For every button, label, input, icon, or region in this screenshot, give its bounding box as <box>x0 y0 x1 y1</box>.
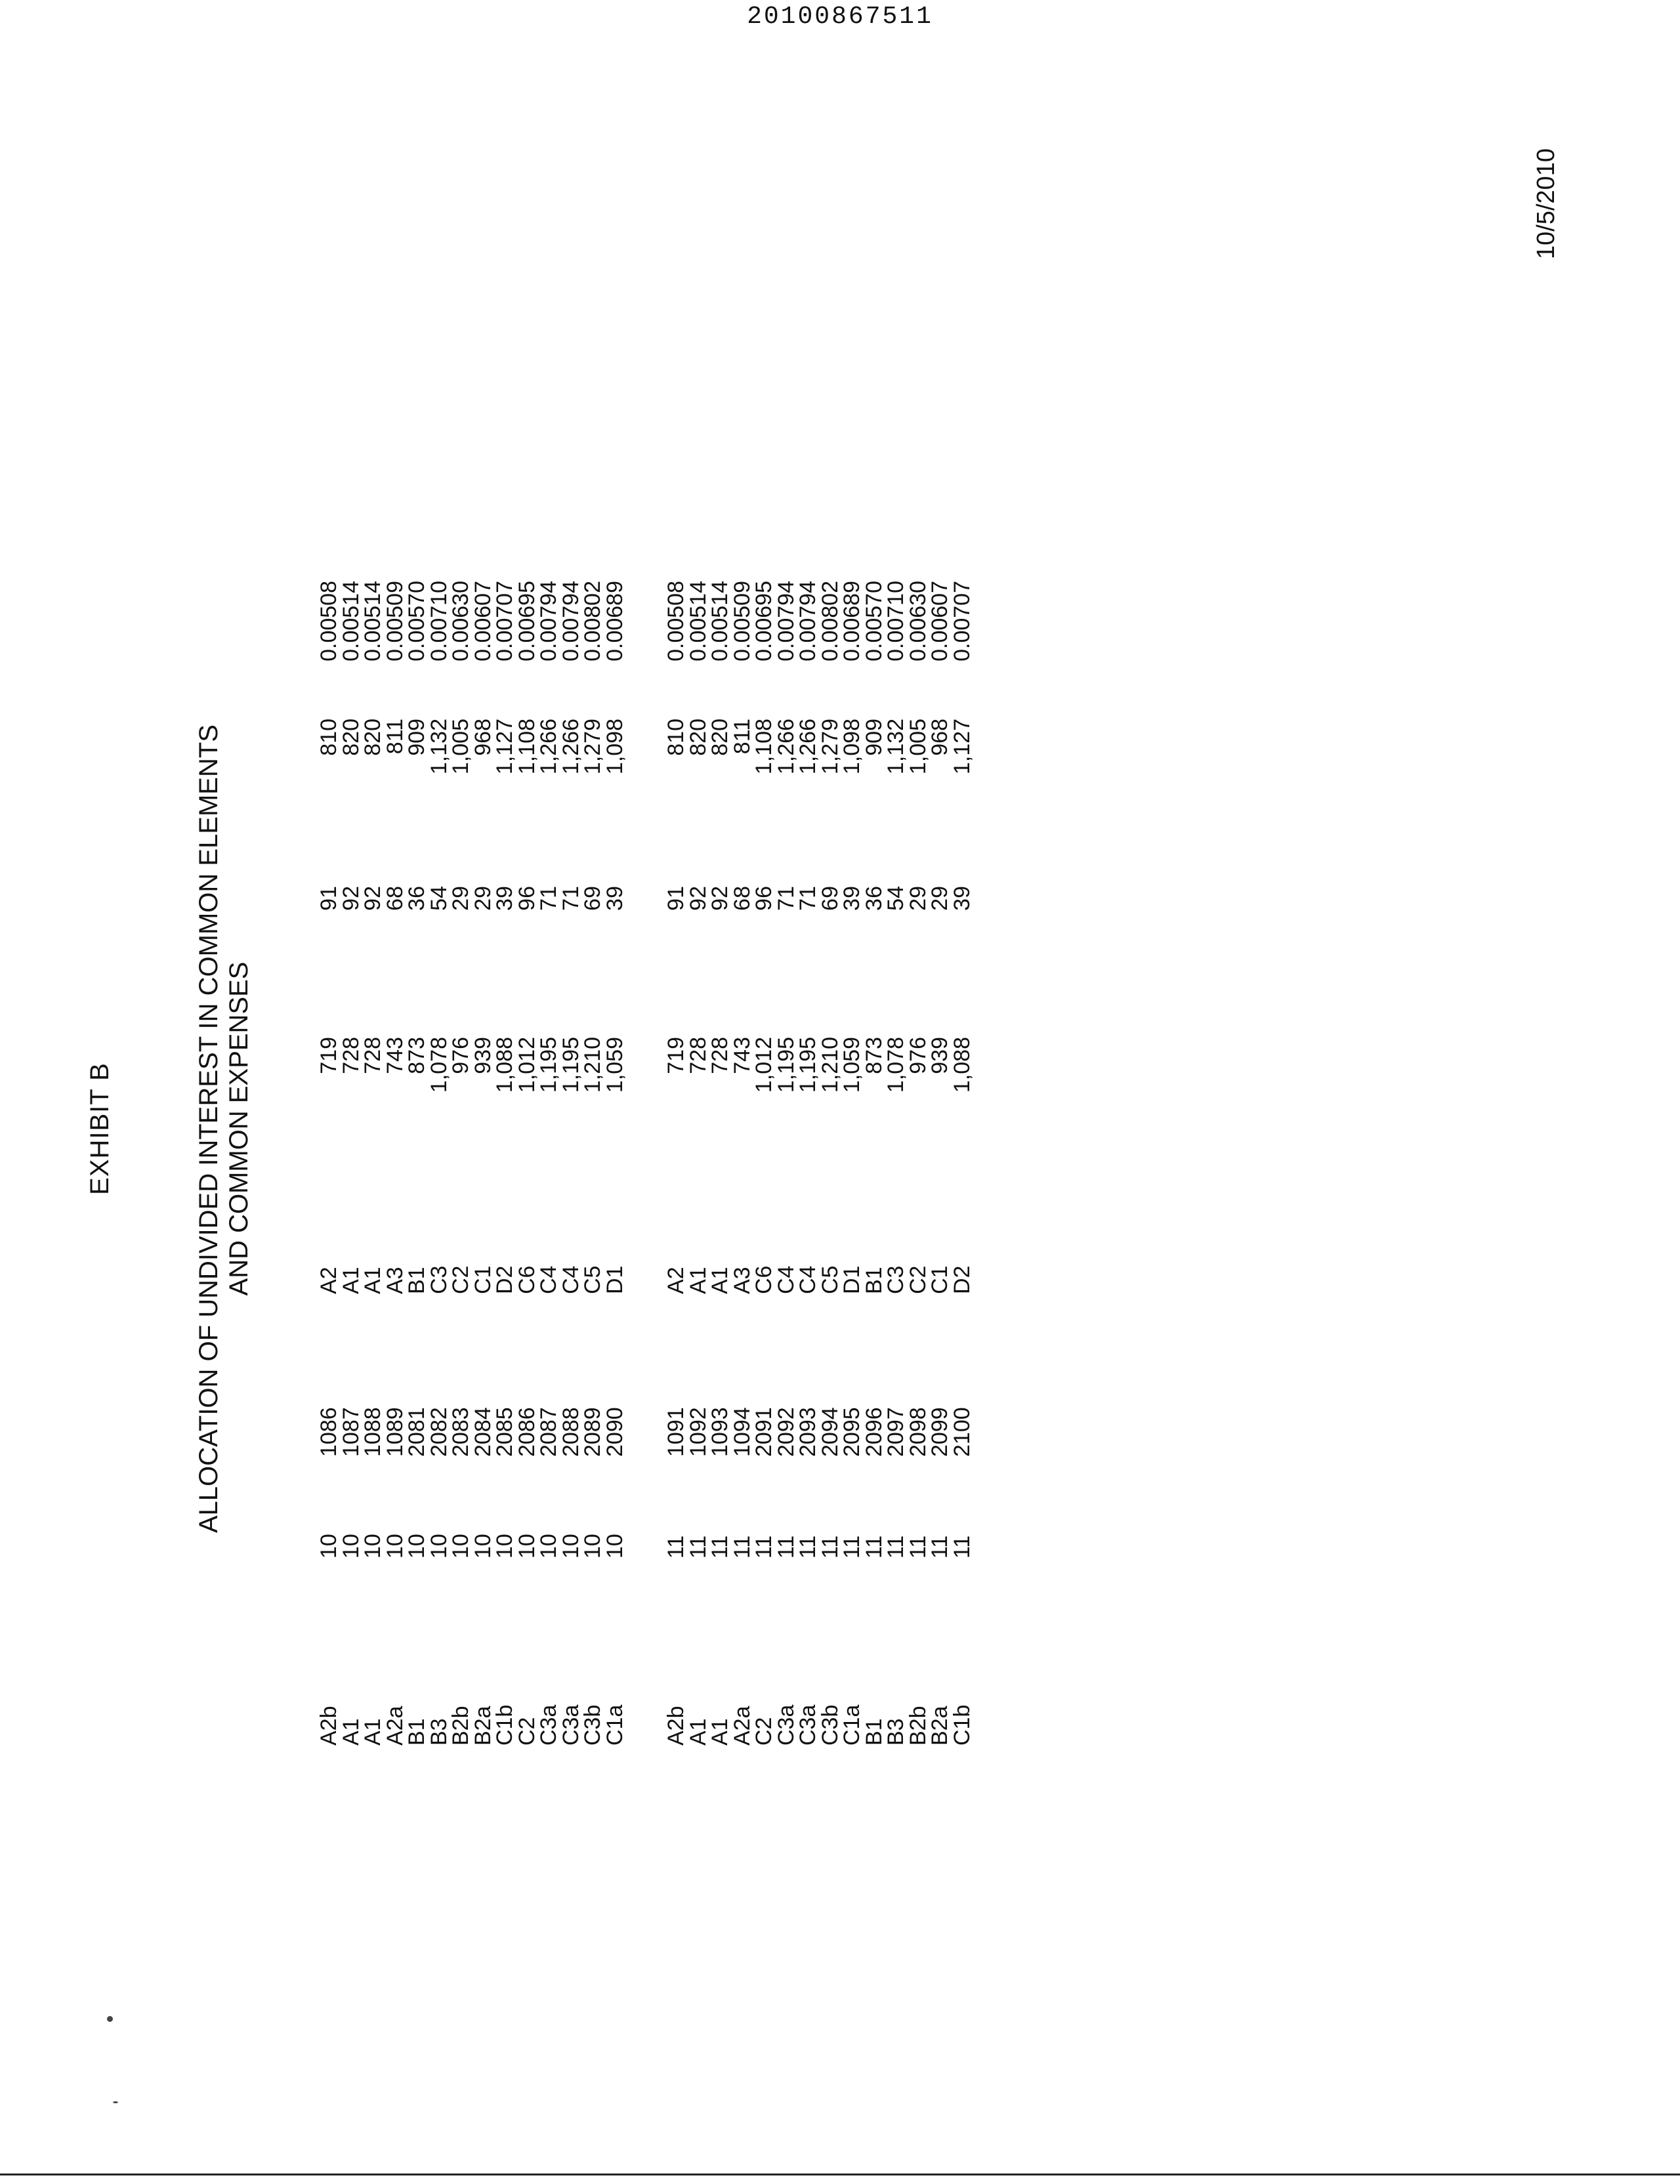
plan-cell: A2 <box>663 1267 688 1294</box>
exterior-area-cell: 39 <box>602 886 627 911</box>
floor-cell: 10 <box>536 1534 561 1559</box>
interior-area-cell: 1,195 <box>773 1037 799 1093</box>
total-area-cell: 1,005 <box>448 719 473 775</box>
floor-cell: 11 <box>949 1535 975 1559</box>
unit-type-cell: C2 <box>514 1717 539 1746</box>
table-row <box>538 512 560 1746</box>
plan-cell: C5 <box>580 1265 605 1294</box>
exterior-area-cell: 71 <box>558 886 583 911</box>
floor-cell: 10 <box>426 1534 452 1559</box>
unit-number-cell: 2085 <box>492 1407 517 1457</box>
bottom-rule <box>0 2174 1680 2175</box>
percentage-cell: 0.00509 <box>382 581 408 662</box>
unit-number-cell: 2090 <box>602 1407 627 1457</box>
total-area-cell: 1,266 <box>536 719 561 775</box>
plan-cell: A1 <box>338 1267 364 1294</box>
floor-cell: 11 <box>751 1535 776 1559</box>
floor-cell: 10 <box>602 1534 627 1559</box>
unit-type-cell: A2a <box>382 1706 408 1746</box>
total-area-cell: 909 <box>404 719 429 756</box>
unit-number-cell: 2098 <box>905 1407 931 1457</box>
percentage-cell: 0.00710 <box>883 581 908 662</box>
exterior-area-cell: 91 <box>316 886 341 911</box>
table-row <box>494 512 516 1746</box>
unit-number-cell: 2084 <box>470 1407 495 1457</box>
interior-area-cell: 873 <box>861 1037 887 1074</box>
interior-area-cell: 719 <box>316 1037 341 1074</box>
unit-number-cell: 1094 <box>729 1407 755 1457</box>
table-row <box>362 512 385 1746</box>
unit-type-cell: A2a <box>729 1706 755 1746</box>
percentage-cell: 0.00695 <box>751 581 776 662</box>
unit-number-cell: 2082 <box>426 1407 452 1457</box>
plan-cell: C3 <box>883 1265 908 1294</box>
exterior-area-cell: 71 <box>795 886 820 911</box>
unit-number-cell: 2095 <box>839 1407 864 1457</box>
unit-type-cell: C3a <box>795 1704 820 1746</box>
interior-area-cell: 1,059 <box>602 1037 627 1093</box>
unit-type-cell: B1 <box>861 1718 887 1746</box>
percentage-cell: 0.00707 <box>492 581 517 662</box>
percentage-cell: 0.00514 <box>707 581 732 662</box>
exterior-area-cell: 71 <box>536 886 561 911</box>
table-row <box>516 512 539 1746</box>
total-area-cell: 1,127 <box>492 719 517 775</box>
interior-area-cell: 728 <box>338 1037 364 1074</box>
plan-cell: D2 <box>492 1265 517 1294</box>
exterior-area-cell: 92 <box>338 886 364 911</box>
total-area-cell: 1,279 <box>580 719 605 775</box>
exterior-area-cell: 36 <box>404 886 429 911</box>
percentage-cell: 0.00794 <box>795 581 820 662</box>
percentage-cell: 0.00794 <box>558 581 583 662</box>
exterior-area-cell: 68 <box>382 886 408 911</box>
interior-area-cell: 743 <box>382 1037 408 1074</box>
table-row <box>729 512 755 1746</box>
document-number: 20100867511 <box>747 3 933 31</box>
unit-type-cell: B2b <box>448 1706 473 1746</box>
total-area-cell: 820 <box>707 719 732 756</box>
floor-cell: 10 <box>338 1534 364 1559</box>
plan-cell: A3 <box>382 1267 408 1294</box>
allocation-title <box>194 512 254 1746</box>
exterior-area-cell: 96 <box>751 886 776 911</box>
table-row <box>472 512 495 1746</box>
total-area-cell: 1,132 <box>883 719 908 775</box>
floor-cell: 10 <box>382 1534 408 1559</box>
unit-type-cell: C1a <box>602 1704 627 1746</box>
table-row <box>841 512 864 1746</box>
interior-area-cell: 1,088 <box>492 1037 517 1093</box>
unit-type-cell: C1b <box>949 1704 975 1746</box>
unit-type-cell: A2b <box>663 1706 688 1746</box>
table-row <box>773 512 799 1746</box>
unit-type-cell: A1 <box>707 1718 732 1746</box>
total-area-cell: 968 <box>927 719 952 756</box>
table-row <box>885 512 908 1746</box>
total-area-cell: 1,108 <box>751 719 776 775</box>
exhibit-title: EXHIBIT B <box>85 1062 114 1195</box>
unit-type-cell: C3a <box>558 1704 583 1746</box>
exterior-area-cell: 54 <box>883 886 908 911</box>
exterior-area-cell: 29 <box>470 886 495 911</box>
percentage-cell: 0.00607 <box>470 581 495 662</box>
allocation-title-line1: ALLOCATION OF UNDIVIDED INTEREST IN COMMON ELEMENTS <box>194 724 223 1533</box>
exterior-area-cell: 91 <box>663 886 688 911</box>
table-group <box>318 512 626 1746</box>
floor-cell: 11 <box>685 1535 711 1559</box>
interior-area-cell: 728 <box>685 1037 711 1074</box>
percentage-cell: 0.00508 <box>663 581 688 662</box>
plan-cell: D2 <box>949 1265 975 1294</box>
interior-area-cell: 976 <box>448 1037 473 1074</box>
unit-type-cell: C2 <box>751 1717 776 1746</box>
percentage-cell: 0.00630 <box>905 581 931 662</box>
unit-type-cell: B3 <box>883 1718 908 1746</box>
interior-area-cell: 719 <box>663 1037 688 1074</box>
total-area-cell: 909 <box>861 719 887 756</box>
exterior-area-cell: 54 <box>426 886 452 911</box>
interior-area-cell: 1,059 <box>839 1037 864 1093</box>
unit-number-cell: 1089 <box>382 1407 408 1457</box>
plan-cell: C5 <box>817 1265 843 1294</box>
interior-area-cell: 728 <box>707 1037 732 1074</box>
table-row <box>560 512 583 1746</box>
interior-area-cell: 873 <box>404 1037 429 1074</box>
total-area-cell: 811 <box>729 719 755 755</box>
table-row <box>318 512 341 1746</box>
interior-area-cell: 939 <box>927 1037 952 1074</box>
plan-cell: B1 <box>404 1267 429 1294</box>
unit-number-cell: 2096 <box>861 1407 887 1457</box>
unit-number-cell: 2088 <box>558 1407 583 1457</box>
percentage-cell: 0.00514 <box>685 581 711 662</box>
percentage-cell: 0.00508 <box>316 581 341 662</box>
total-area-cell: 1,108 <box>514 719 539 775</box>
exterior-area-cell: 29 <box>448 886 473 911</box>
floor-cell: 11 <box>729 1535 755 1559</box>
percentage-cell: 0.00794 <box>536 581 561 662</box>
table-row <box>582 512 604 1746</box>
exterior-area-cell: 29 <box>905 886 931 911</box>
total-area-cell: 820 <box>338 719 364 756</box>
floor-cell: 11 <box>883 1535 908 1559</box>
unit-number-cell: 2099 <box>927 1407 952 1457</box>
unit-number-cell: 2086 <box>514 1407 539 1457</box>
interior-area-cell: 976 <box>905 1037 931 1074</box>
table-group <box>665 512 973 1746</box>
exterior-area-cell: 92 <box>707 886 732 911</box>
table-row <box>450 512 472 1746</box>
floor-cell: 10 <box>404 1534 429 1559</box>
unit-type-cell: B3 <box>426 1718 452 1746</box>
floor-cell: 10 <box>558 1534 583 1559</box>
interior-area-cell: 728 <box>360 1037 385 1074</box>
interior-area-cell: 1,210 <box>580 1037 605 1093</box>
percentage-cell: 0.00710 <box>426 581 452 662</box>
unit-number-cell: 2089 <box>580 1407 605 1457</box>
unit-number-cell: 2087 <box>536 1407 561 1457</box>
total-area-cell: 1,279 <box>817 719 843 775</box>
exterior-area-cell: 39 <box>839 886 864 911</box>
unit-number-cell: 1087 <box>338 1407 364 1457</box>
table-row <box>905 512 931 1746</box>
interior-area-cell: 1,078 <box>426 1037 452 1093</box>
table-row <box>797 512 820 1746</box>
percentage-cell: 0.00802 <box>817 581 843 662</box>
total-area-cell: 1,266 <box>773 719 799 775</box>
allocation-table <box>318 512 1013 1746</box>
unit-number-cell: 2091 <box>751 1407 776 1457</box>
plan-cell: C6 <box>514 1265 539 1294</box>
percentage-cell: 0.00514 <box>338 581 364 662</box>
floor-cell: 10 <box>580 1534 605 1559</box>
percentage-cell: 0.00570 <box>861 581 887 662</box>
plan-cell: C4 <box>773 1265 799 1294</box>
exterior-area-cell: 69 <box>817 886 843 911</box>
table-row <box>426 512 452 1746</box>
plan-cell: C3 <box>426 1265 452 1294</box>
table-row <box>685 512 711 1746</box>
floor-cell: 11 <box>707 1535 732 1559</box>
unit-type-cell: A1 <box>685 1718 711 1746</box>
total-area-cell: 820 <box>360 719 385 756</box>
floor-cell: 11 <box>663 1535 688 1559</box>
total-area-cell: 1,266 <box>795 719 820 775</box>
floor-cell: 11 <box>839 1535 864 1559</box>
total-area-cell: 1,266 <box>558 719 583 775</box>
unit-number-cell: 2083 <box>448 1407 473 1457</box>
plan-cell: C4 <box>795 1265 820 1294</box>
unit-type-cell: A1 <box>338 1718 364 1746</box>
table-row <box>665 512 688 1746</box>
percentage-cell: 0.00570 <box>404 581 429 662</box>
floor-cell: 11 <box>773 1535 799 1559</box>
scan-speck <box>107 2016 113 2022</box>
exterior-area-cell: 92 <box>360 886 385 911</box>
table-row <box>382 512 408 1746</box>
unit-type-cell: C3a <box>773 1704 799 1746</box>
table-row <box>406 512 429 1746</box>
plan-cell: C2 <box>448 1265 473 1294</box>
scan-speck <box>113 2101 118 2103</box>
plan-cell: C1 <box>470 1265 495 1294</box>
percentage-cell: 0.00607 <box>927 581 952 662</box>
unit-type-cell: C1b <box>492 1704 517 1746</box>
rotated-page <box>85 105 1560 1746</box>
unit-number-cell: 1088 <box>360 1407 385 1457</box>
percentage-cell: 0.00689 <box>602 581 627 662</box>
plan-cell: C6 <box>751 1265 776 1294</box>
date-stamp: 10/5/2010 <box>1532 148 1560 259</box>
exterior-area-cell: 36 <box>861 886 887 911</box>
percentage-cell: 0.00514 <box>360 581 385 662</box>
floor-cell: 10 <box>470 1534 495 1559</box>
total-area-cell: 811 <box>382 719 408 755</box>
plan-cell: D1 <box>839 1265 864 1294</box>
unit-type-cell: B2a <box>927 1706 952 1746</box>
total-area-cell: 810 <box>663 719 688 756</box>
interior-area-cell: 1,078 <box>883 1037 908 1093</box>
percentage-cell: 0.00630 <box>448 581 473 662</box>
table-row <box>929 512 952 1746</box>
total-area-cell: 810 <box>316 719 341 756</box>
table-row <box>338 512 364 1746</box>
plan-cell: C1 <box>927 1265 952 1294</box>
plan-cell: A1 <box>707 1267 732 1294</box>
table-row <box>817 512 843 1746</box>
total-area-cell: 1,127 <box>949 719 975 775</box>
percentage-cell: 0.00707 <box>949 581 975 662</box>
unit-type-cell: C3a <box>536 1704 561 1746</box>
unit-type-cell: B2b <box>905 1706 931 1746</box>
interior-area-cell: 1,088 <box>949 1037 975 1093</box>
interior-area-cell: 1,012 <box>751 1037 776 1093</box>
interior-area-cell: 1,210 <box>817 1037 843 1093</box>
total-area-cell: 968 <box>470 719 495 756</box>
floor-cell: 11 <box>795 1535 820 1559</box>
unit-number-cell: 2093 <box>795 1407 820 1457</box>
interior-area-cell: 1,195 <box>536 1037 561 1093</box>
floor-cell: 10 <box>492 1534 517 1559</box>
total-area-cell: 1,005 <box>905 719 931 775</box>
unit-number-cell: 2081 <box>404 1407 429 1457</box>
exterior-area-cell: 68 <box>729 886 755 911</box>
floor-cell: 10 <box>448 1534 473 1559</box>
unit-number-cell: 2097 <box>883 1407 908 1457</box>
unit-number-cell: 1092 <box>685 1407 711 1457</box>
floor-cell: 11 <box>905 1535 931 1559</box>
unit-number-cell: 2092 <box>773 1407 799 1457</box>
table-row <box>861 512 887 1746</box>
unit-number-cell: 1086 <box>316 1407 341 1457</box>
percentage-cell: 0.00802 <box>580 581 605 662</box>
interior-area-cell: 1,195 <box>558 1037 583 1093</box>
table-row <box>709 512 732 1746</box>
unit-type-cell: C3b <box>817 1704 843 1746</box>
unit-number-cell: 1091 <box>663 1407 688 1457</box>
percentage-cell: 0.00794 <box>773 581 799 662</box>
floor-cell: 11 <box>927 1535 952 1559</box>
unit-number-cell: 2094 <box>817 1407 843 1457</box>
unit-type-cell: A2b <box>316 1706 341 1746</box>
total-area-cell: 1,132 <box>426 719 452 775</box>
unit-type-cell: B1 <box>404 1718 429 1746</box>
plan-cell: A1 <box>360 1267 385 1294</box>
total-area-cell: 820 <box>685 719 711 756</box>
floor-cell: 10 <box>360 1534 385 1559</box>
floor-cell: 11 <box>817 1535 843 1559</box>
percentage-cell: 0.00695 <box>514 581 539 662</box>
table-row <box>949 512 975 1746</box>
floor-cell: 11 <box>861 1535 887 1559</box>
unit-type-cell: C3b <box>580 1704 605 1746</box>
plan-cell: A2 <box>316 1267 341 1294</box>
floor-cell: 10 <box>316 1534 341 1559</box>
exterior-area-cell: 71 <box>773 886 799 911</box>
unit-type-cell: B2a <box>470 1706 495 1746</box>
table-row <box>753 512 776 1746</box>
exterior-area-cell: 92 <box>685 886 711 911</box>
total-area-cell: 1,098 <box>839 719 864 775</box>
unit-type-cell: A1 <box>360 1718 385 1746</box>
plan-cell: A3 <box>729 1267 755 1294</box>
plan-cell: D1 <box>602 1265 627 1294</box>
exterior-area-cell: 29 <box>927 886 952 911</box>
interior-area-cell: 939 <box>470 1037 495 1074</box>
allocation-title-line2: AND COMMON EXPENSES <box>224 961 253 1296</box>
exterior-area-cell: 39 <box>492 886 517 911</box>
percentage-cell: 0.00509 <box>729 581 755 662</box>
exterior-area-cell: 39 <box>949 886 975 911</box>
floor-cell: 10 <box>514 1534 539 1559</box>
table-row <box>604 512 627 1746</box>
plan-cell: C4 <box>558 1265 583 1294</box>
unit-type-cell: C1a <box>839 1704 864 1746</box>
percentage-cell: 0.00689 <box>839 581 864 662</box>
unit-number-cell: 1093 <box>707 1407 732 1457</box>
plan-cell: C4 <box>536 1265 561 1294</box>
interior-area-cell: 1,012 <box>514 1037 539 1093</box>
exterior-area-cell: 69 <box>580 886 605 911</box>
total-area-cell: 1,098 <box>602 719 627 775</box>
interior-area-cell: 743 <box>729 1037 755 1074</box>
unit-number-cell: 2100 <box>949 1407 975 1457</box>
exterior-area-cell: 96 <box>514 886 539 911</box>
plan-cell: A1 <box>685 1267 711 1294</box>
plan-cell: C2 <box>905 1265 931 1294</box>
interior-area-cell: 1,195 <box>795 1037 820 1093</box>
plan-cell: B1 <box>861 1267 887 1294</box>
